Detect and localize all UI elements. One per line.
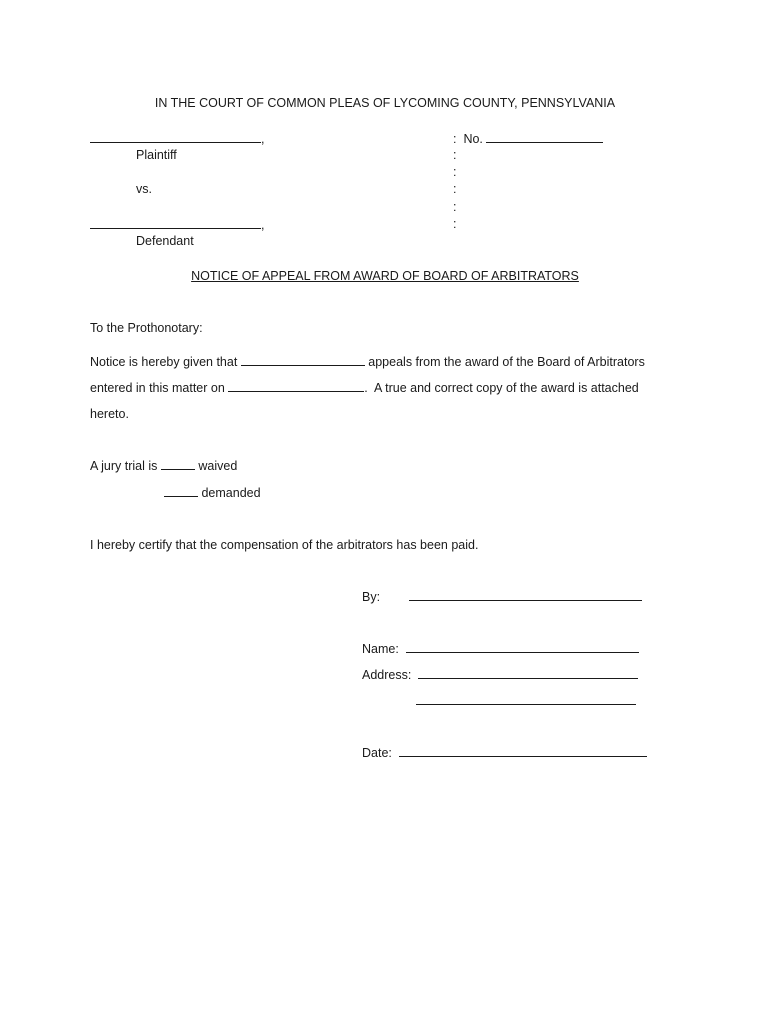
name-line: Name: xyxy=(362,641,639,657)
jury-demanded-blank[interactable] xyxy=(164,485,198,497)
date-blank[interactable] xyxy=(399,745,647,757)
notice-title: NOTICE OF APPEAL FROM AWARD OF BOARD OF ARBITRATORS xyxy=(191,269,579,283)
certification-statement: I hereby certify that the compensation of the arbitrators has been paid. xyxy=(90,538,479,552)
salutation: To the Prothonotary: xyxy=(90,321,203,335)
plaintiff-name-blank[interactable] xyxy=(90,131,261,143)
address-blank-1[interactable] xyxy=(418,667,638,679)
caption-colon: : xyxy=(453,182,457,196)
court-title: IN THE COURT OF COMMON PLEAS OF LYCOMING COUNTY, PENNSYLVANIA xyxy=(154,96,616,110)
plaintiff-label: Plaintiff xyxy=(136,148,177,162)
caption-colon: : xyxy=(453,148,457,162)
signature-blank[interactable] xyxy=(409,589,642,601)
address-line: Address: xyxy=(362,667,638,683)
jury-waived-blank[interactable] xyxy=(161,458,195,470)
defendant-label: Defendant xyxy=(136,234,194,248)
appellant-blank[interactable] xyxy=(241,354,365,366)
caption-colon: : xyxy=(453,165,457,179)
jury-waived-line: A jury trial is waived xyxy=(90,459,238,473)
jury-demanded-line: demanded xyxy=(164,485,261,501)
by-label: By: xyxy=(362,590,381,604)
plaintiff-name-line: , xyxy=(90,131,264,147)
notice-line-2: entered in this matter on . A true and correct copy of the award is attached xyxy=(90,381,639,395)
caption-colon: : xyxy=(453,217,457,231)
notice-line-1: Notice is hereby given that appeals from the award of the Board of Arbitrators xyxy=(90,355,645,369)
defendant-name-blank[interactable] xyxy=(90,217,261,229)
date-line: Date: xyxy=(362,745,647,761)
versus-label: vs. xyxy=(136,182,152,196)
signature-line xyxy=(409,589,642,605)
address-blank-2[interactable] xyxy=(416,693,636,705)
defendant-name-line: , xyxy=(90,217,264,233)
award-date-blank[interactable] xyxy=(228,380,364,392)
name-blank[interactable] xyxy=(406,641,639,653)
caption-colon: : xyxy=(453,200,457,214)
docket-number-line: : No. xyxy=(453,131,603,147)
address-line-2 xyxy=(416,693,636,709)
docket-number-blank[interactable] xyxy=(486,131,603,143)
notice-line-3: hereto. xyxy=(90,407,129,421)
